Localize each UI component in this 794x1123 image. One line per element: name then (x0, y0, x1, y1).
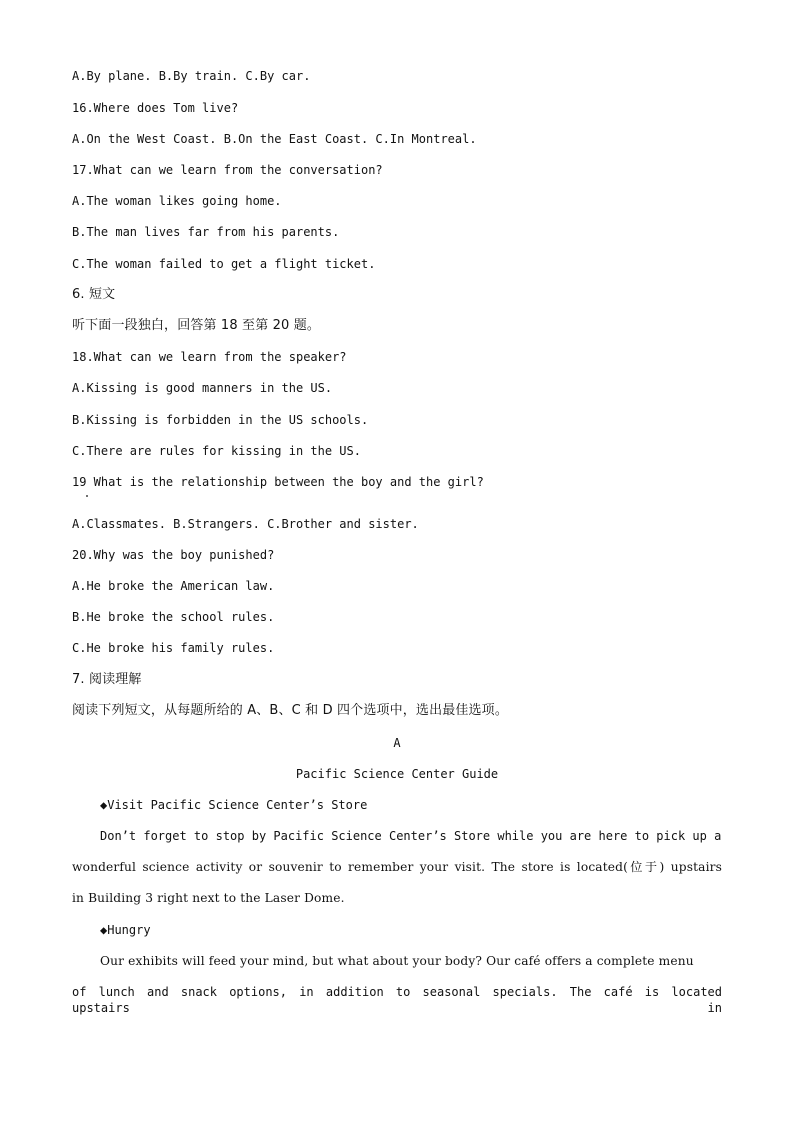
section-6-heading: 6. 短文 (72, 287, 116, 302)
q18-question: 18.What can we learn from the speaker? (72, 350, 347, 364)
q18-option-a: A.Kissing is good manners in the US. (72, 381, 333, 395)
q20-question: 20.Why was the boy punished? (72, 548, 275, 562)
q19-question: 19 What is the relationship between the boy and the girl? (72, 475, 484, 489)
q15-options: A.By plane. B.By train. C.By car. (72, 69, 311, 83)
store-heading: ◆Visit Pacific Science Center’s Store (100, 798, 368, 812)
hungry-paragraph-line-1: Our exhibits will feed your mind, but what about your body? Our café offers a complete menu (100, 954, 694, 968)
q17-option-c: C.The woman failed to get a flight ticket. (72, 257, 376, 271)
q20-option-a: A.He broke the American law. (72, 579, 275, 593)
section-7-heading: 7. 阅读理解 (72, 672, 142, 687)
section-6-instruction: 听下面一段独白，回答第 18 至第 20 题。 (72, 318, 321, 333)
q19-options: A.Classmates. B.Strangers. C.Brother and sister. (72, 517, 419, 531)
section-7-instruction: 阅读下列短文，从每题所给的 A、B、C 和 D 四个选项中，选出最佳选项。 (72, 703, 508, 718)
q16-options: A.On the West Coast. B.On the East Coast. C.In Montreal. (72, 132, 477, 146)
passage-label: A (393, 736, 401, 750)
q20-option-b: B.He broke the school rules. (72, 610, 275, 624)
q18-option-b: B.Kissing is forbidden in the US schools. (72, 413, 369, 427)
store-paragraph-line-2: wonderful science activity or souvenir to remember your visit. The store is located(位于) upstairs (72, 860, 722, 874)
q16-question: 16.Where does Tom live? (72, 101, 239, 115)
q20-option-c: C.He broke his family rules. (72, 641, 275, 655)
q17-option-a: A.The woman likes going home. (72, 194, 282, 208)
stray-mark (86, 495, 88, 497)
q18-option-c: C.There are rules for kissing in the US. (72, 444, 361, 458)
hungry-heading: ◆Hungry (100, 923, 151, 937)
q17-question: 17.What can we learn from the conversation? (72, 163, 383, 177)
q17-option-b: B.The man lives far from his parents. (72, 225, 340, 239)
hungry-paragraph-line-2: of lunch and snack options, in addition to seasonal specials. The café is located upstairs in (72, 985, 722, 1015)
passage-title: Pacific Science Center Guide (295, 767, 499, 781)
store-paragraph-line-1: Don’t forget to stop by Pacific Science Center’s Store while you are here to pick up a (100, 829, 722, 843)
store-paragraph-line-3: in Building 3 right next to the Laser Dome. (72, 891, 345, 905)
